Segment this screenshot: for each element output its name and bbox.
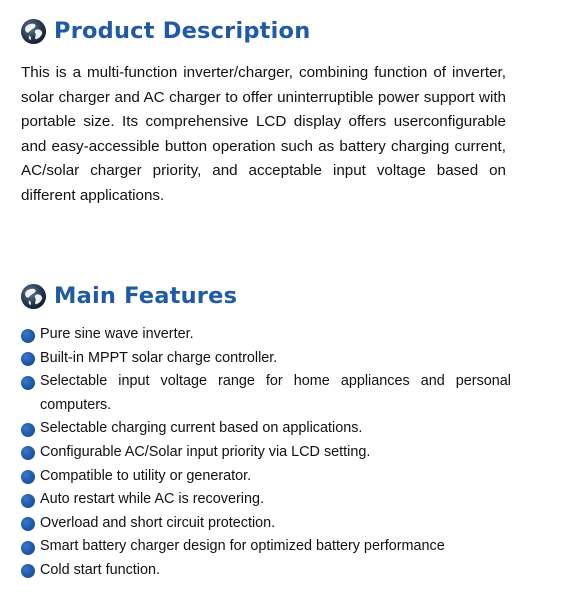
bullet-dot-icon <box>21 446 35 460</box>
list-item <box>21 535 511 559</box>
list-item <box>21 512 511 536</box>
feature-text: Overload and short circuit protection. <box>40 514 276 531</box>
main-features-title: Main Features <box>54 283 238 309</box>
feature-text: Selectable input voltage range for home appliances and personal computers. <box>40 373 511 413</box>
bullet-dot-icon <box>21 423 35 437</box>
list-item <box>21 370 511 417</box>
globe-icon <box>20 283 47 310</box>
bullet-dot-icon <box>21 517 35 531</box>
main-features-heading <box>20 279 237 313</box>
bullet-dot-icon <box>21 494 35 508</box>
feature-text: Built-in MPPT solar charge controller. <box>40 349 278 366</box>
bullet-dot-icon <box>21 470 35 484</box>
bullet-dot-icon <box>21 352 35 366</box>
bullet-dot-icon <box>21 329 35 343</box>
feature-text: Smart battery charger design for optimized battery performance <box>40 538 445 555</box>
bullet-dot-icon <box>21 541 35 555</box>
bullet-dot-icon <box>21 376 35 390</box>
list-item <box>21 323 511 347</box>
list-item <box>21 441 511 465</box>
list-item <box>21 347 511 371</box>
feature-list <box>21 323 511 583</box>
product-description-text: This is a multi-function inverter/charger, combining function of inverter, solar charger and AC charger to offer uninterruptible power support with portable size. Its comprehensive LCD display offers userconfigurable and easy-accessible button operation such as battery charging current, AC/solar charger priority, and acceptable input voltage based on different applications. <box>21 64 506 204</box>
list-item <box>21 417 511 441</box>
feature-text: Configurable AC/Solar input priority via LCD setting. <box>40 443 371 460</box>
list-item <box>21 488 511 512</box>
product-description-title: Product Description <box>54 18 311 44</box>
feature-text: Compatible to utility or generator. <box>40 467 252 484</box>
feature-text: Pure sine wave inverter. <box>40 326 194 342</box>
feature-text: Auto restart while AC is recovering. <box>40 491 264 508</box>
feature-text: Selectable charging current based on applications. <box>40 420 363 437</box>
product-description-heading <box>20 14 310 48</box>
list-item <box>21 559 511 583</box>
list-item <box>21 465 511 489</box>
bullet-dot-icon <box>21 564 35 578</box>
globe-icon <box>20 18 47 45</box>
feature-text: Cold start function. <box>40 561 160 578</box>
